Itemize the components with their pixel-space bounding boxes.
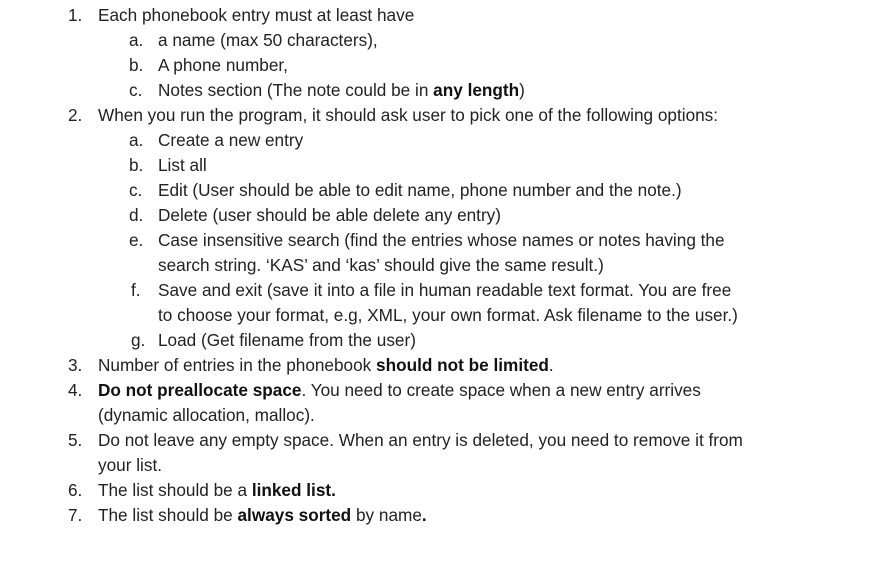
list-item-text [158,78,525,103]
list-item [0,103,887,128]
list-marker: 5. [68,430,83,450]
text-run: . You need to create space when a new entry arrives [301,380,701,400]
sub-list-item [0,153,887,178]
sub-list-item [0,253,887,278]
list-marker: a. [129,30,144,50]
list-item-text [158,203,501,228]
text-run: Do not leave any empty space. When an entry is deleted, you need to remove it from [98,430,743,450]
sub-list-item [0,178,887,203]
list-item [0,478,887,503]
list-item-text [98,353,554,378]
bold-text: always sorted [237,505,352,525]
sub-list-item [0,228,887,253]
text-run: ) [519,80,525,100]
text-run: The list should be [98,505,238,525]
text-run: Case insensitive search (find the entries whose names or notes having the [158,230,725,250]
list-item-text [158,153,207,178]
text-run: to choose your format, e.g, XML, your own format. Ask filename to the user.) [158,305,738,325]
requirements-document [0,3,887,528]
text-run: search string. ‘KAS’ and ‘kas’ should give the same result.) [158,255,604,275]
text-run: a name (max 50 characters), [158,30,378,50]
bold-text: any length [433,80,520,100]
text-run: Delete (user should be able delete any entry) [158,205,502,225]
text-run: When you run the program, it should ask user to pick one of the following options: [98,105,719,125]
list-item-text [158,228,725,253]
bold-text: . [421,505,427,525]
text-run: by name [351,505,422,525]
text-run: The list should be a [98,480,252,500]
text-run: Save and exit (save it into a file in human readable text format. You are free [158,280,732,300]
list-item-text [98,3,414,28]
list-marker: g. [131,330,146,350]
list-item-text [158,28,378,53]
list-item-text [158,278,731,303]
bold-text: Do not preallocate space [98,380,302,400]
list-marker: 3. [68,355,83,375]
list-item [0,503,887,528]
text-run: Notes section (The note could be in [158,80,434,100]
list-item-text [158,328,416,353]
list-item-text [98,478,336,503]
list-item-text [98,428,743,453]
text-run: Each phonebook entry must at least have [98,5,415,25]
text-run: Create a new entry [158,130,304,150]
list-marker: a. [129,130,144,150]
list-item [0,378,887,403]
list-marker: 2. [68,105,83,125]
text-run: your list. [98,455,162,475]
list-item [0,403,887,428]
list-item [0,428,887,453]
list-marker: c. [129,80,143,100]
list-marker: c. [129,180,143,200]
list-marker: 6. [68,480,83,500]
list-item [0,3,887,28]
text-run: List all [158,155,207,175]
sub-list-item [0,78,887,103]
list-item-text [98,503,427,528]
sub-list-item [0,53,887,78]
text-run: Edit (User should be able to edit name, phone number and the note.) [158,180,682,200]
list-marker: b. [129,55,144,75]
list-item-text [158,128,303,153]
sub-list-item [0,203,887,228]
list-item-text [98,453,162,478]
list-item [0,353,887,378]
text-run: Load (Get filename from the user) [158,330,416,350]
bold-text: linked list. [251,480,336,500]
text-run: A phone number, [158,55,288,75]
sub-list-item [0,278,887,303]
list-marker: 1. [68,5,83,25]
list-marker: b. [129,155,144,175]
list-item-text [98,403,315,428]
list-marker: 7. [68,505,83,525]
list-item-text [158,253,604,278]
list-item-text [158,303,738,328]
bold-text: should not be limited [376,355,549,375]
text-run: Number of entries in the phonebook [98,355,377,375]
sub-list-item [0,128,887,153]
text-run: . [548,355,554,375]
list-item-text [98,103,718,128]
sub-list-item [0,28,887,53]
list-marker: f. [131,280,141,300]
list-item [0,453,887,478]
sub-list-item [0,328,887,353]
sub-list-item [0,303,887,328]
text-run: (dynamic allocation, malloc). [98,405,315,425]
list-marker: e. [129,230,144,250]
list-marker: 4. [68,380,83,400]
list-item-text [98,378,701,403]
list-item-text [158,178,682,203]
list-marker: d. [129,205,144,225]
list-item-text [158,53,288,78]
